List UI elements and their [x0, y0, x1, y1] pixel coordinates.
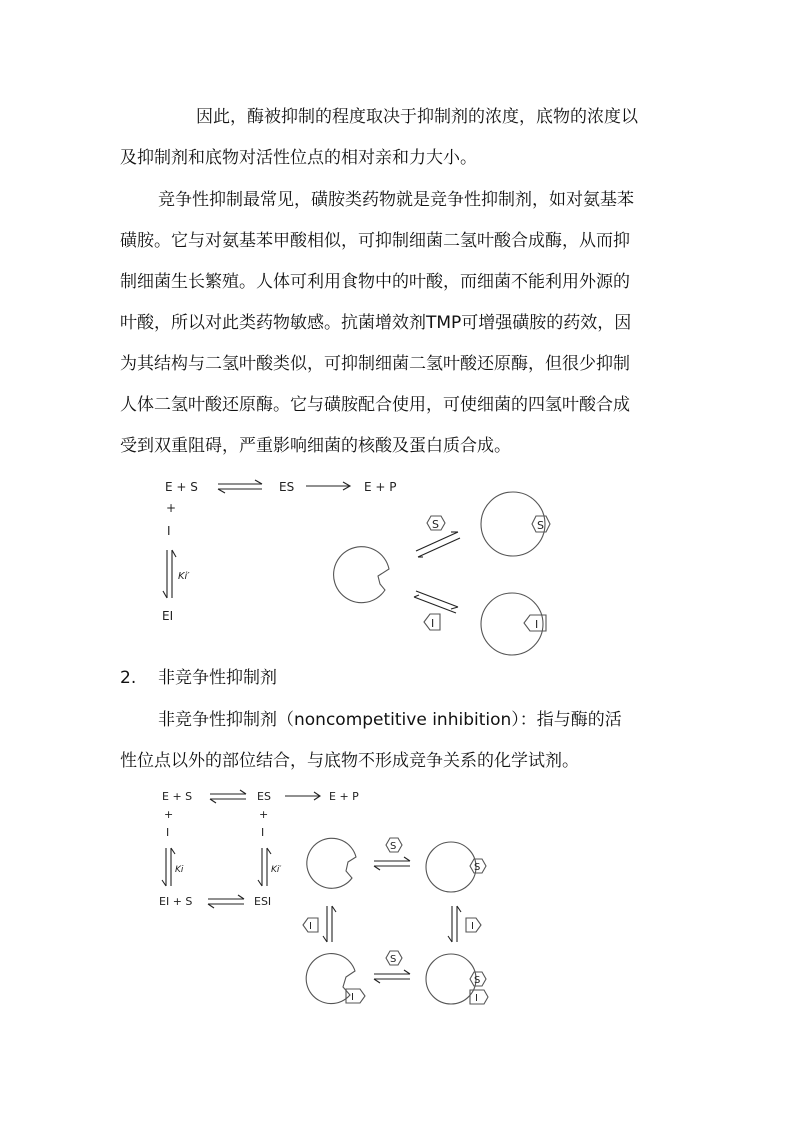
scheme-e-plus-s: E + S [162, 790, 193, 803]
enzyme-substrate-icon [481, 492, 545, 556]
paragraph-intro [120, 97, 680, 179]
inhibitor-pentagon-icon-right [466, 918, 481, 932]
free-enzyme-icon [307, 838, 356, 888]
enzyme-inhibitor-icon [481, 593, 543, 655]
section-number: 2. [120, 668, 137, 688]
paragraph-line: 磺胺。它与对氨基苯甲酸相似，可抑制细菌二氢叶酸合成酶，从而抑 [120, 231, 630, 251]
scheme-es: ES [279, 480, 295, 494]
scheme-ei-plus-s: EI + S [159, 895, 193, 908]
inhibitor-binding-arrow-right [448, 906, 461, 942]
scheme-plus-left: + [164, 808, 174, 821]
ki-equilibrium-arrow [163, 550, 176, 598]
substrate-symbol: S [432, 518, 439, 531]
scheme-e-plus-s: E + S [165, 480, 198, 494]
equilibrium-arrow [218, 480, 262, 493]
scheme-plus: + [166, 501, 177, 515]
substrate-binding-arrow [416, 532, 460, 557]
substrate-symbol: S [390, 841, 397, 852]
paragraph-line: 非竞争性抑制剂（noncompetitive inhibition）：指与酶的活 [158, 710, 622, 730]
inhibitor-pentagon-icon-left [303, 918, 318, 932]
bound-substrate-symbol: S [537, 519, 544, 532]
bound-inhibitor-symbol-esi: I [475, 993, 478, 1004]
paragraph-competitive [120, 180, 680, 467]
substrate-symbol-lower: S [390, 954, 397, 965]
ki-equilibrium-arrow [162, 848, 175, 886]
inhibitor-binding-arrow [414, 591, 458, 613]
inhibitor-symbol-left: I [309, 921, 312, 932]
scheme-ki-prime-label: Ki′ [271, 865, 282, 875]
substrate-hexagon-icon-lower [386, 951, 402, 965]
paragraph-line: 为其结构与二氢叶酸类似，可抑制细菌二氢叶酸还原酶，但很少抑制 [120, 354, 630, 374]
bound-substrate-hexagon-icon [470, 859, 486, 873]
paragraph-line: 性位点以外的部位结合，与底物不形成竞争关系的化学试剂。 [120, 751, 579, 771]
substrate-hexagon-icon [427, 516, 445, 530]
bound-inhibitor-pentagon-icon [346, 989, 365, 1003]
bound-inhibitor-symbol: I [535, 618, 539, 631]
scheme-inhibitor-right: I [261, 826, 265, 839]
bound-substrate-symbol-lower: S [474, 975, 481, 986]
paragraph-line: 人体二氢叶酸还原酶。它与磺胺配合使用，可使细菌的四氢叶酸合成 [120, 395, 630, 415]
ei-esi-equilibrium-arrow [208, 895, 244, 908]
enzyme-inhibitor-icon [306, 954, 355, 1004]
enzyme-substrate-inhibitor-icon [426, 954, 476, 1004]
inhibitor-pentagon-icon [424, 614, 440, 630]
scheme-ki-label: Ki [175, 865, 184, 875]
substrate-binding-arrow-top [374, 857, 410, 870]
enzyme-substrate-icon [426, 842, 476, 892]
paragraph-line: 及抑制剂和底物对活性位点的相对亲和力大小。 [120, 148, 477, 168]
bound-inhibitor-pentagon-icon [524, 615, 546, 631]
equilibrium-arrow [210, 790, 246, 803]
substrate-binding-arrow-bottom [374, 970, 410, 983]
paragraph-line: 受到双重阻碍，严重影响细菌的核酸及蛋白质合成。 [120, 436, 511, 456]
substrate-hexagon-icon [386, 838, 402, 852]
inhibitor-symbol-right: I [471, 921, 474, 932]
bound-inhibitor-pentagon-icon-esi [470, 990, 488, 1004]
bound-inhibitor-symbol: I [351, 992, 354, 1003]
section-title: 非竞争性抑制剂 [158, 668, 277, 688]
inhibitor-symbol: I [431, 617, 435, 630]
paragraph-line: 因此，酶被抑制的程度取决于抑制剂的浓度，底物的浓度以 [196, 107, 638, 127]
inhibitor-binding-arrow-left [323, 906, 336, 942]
scheme-e-plus-p: E + P [364, 480, 397, 494]
ki-prime-equilibrium-arrow [258, 848, 271, 886]
paragraph-line: 制细菌生长繁殖。人体可利用食物中的叶酸，而细菌不能利用外源的 [120, 272, 630, 292]
paragraph-line: 竞争性抑制最常见，磺胺类药物就是竞争性抑制剂，如对氨基苯 [158, 190, 634, 210]
paragraph-line: 叶酸，所以对此类药物敏感。抗菌增效剂TMP可增强磺胺的药效，因 [120, 313, 632, 333]
free-enzyme-icon [334, 547, 389, 603]
scheme-esi: ESI [254, 895, 272, 908]
bound-substrate-hexagon-icon-lower [470, 972, 486, 986]
scheme-e-plus-p: E + P [329, 790, 359, 803]
forward-arrow [306, 482, 350, 490]
scheme-inhibitor: I [167, 524, 171, 538]
scheme-es: ES [257, 790, 271, 803]
bound-substrate-hexagon-icon [532, 516, 550, 532]
section-heading [120, 663, 277, 693]
scheme-inhibitor-left: I [166, 826, 170, 839]
scheme-ki-label: Ki′ [178, 571, 190, 582]
paragraph-noncompetitive [120, 700, 680, 782]
scheme-ei: EI [162, 609, 174, 623]
scheme-plus-right: + [259, 808, 269, 821]
forward-arrow [285, 792, 320, 800]
bound-substrate-symbol: S [474, 862, 481, 873]
